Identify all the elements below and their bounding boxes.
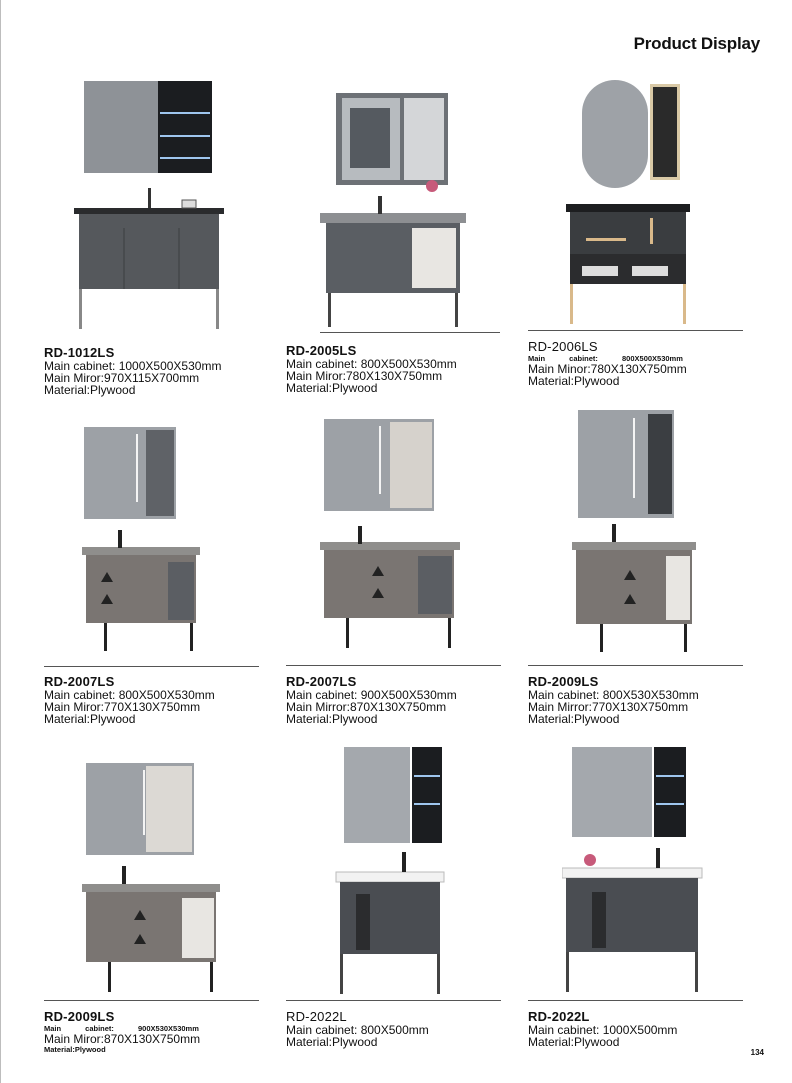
product-code: RD-2006LS bbox=[528, 339, 598, 354]
spec-material: Material:Plywood bbox=[44, 383, 136, 397]
product-code: RD-1012LS bbox=[44, 345, 115, 360]
product-card-rd-2009ls-b bbox=[44, 760, 276, 1070]
product-code: RD-2022L bbox=[286, 1009, 347, 1024]
product-code: RD-2005LS bbox=[286, 343, 357, 358]
spec-cabinet: Main cabinet: 900X530X530mm bbox=[44, 1024, 199, 1033]
spec-material: Material:Plywood bbox=[286, 381, 378, 395]
product-image bbox=[82, 422, 262, 652]
product-image bbox=[566, 78, 746, 328]
row-divider bbox=[528, 1000, 743, 1001]
spec-mirror: Main Miror:870X130X750mm bbox=[44, 1032, 201, 1046]
product-image bbox=[320, 416, 500, 651]
spec-cabinet: Main cabinet: 1000X500mm bbox=[528, 1023, 678, 1037]
page-title: Product Display bbox=[633, 34, 760, 53]
spec-cabinet: Main cabinet: 800X500X530mm bbox=[528, 354, 683, 363]
spec-material: Material:Plywood bbox=[286, 1035, 378, 1049]
product-image bbox=[74, 78, 264, 333]
spec-material: Material:Plywood bbox=[44, 712, 136, 726]
row-divider bbox=[528, 665, 743, 666]
spec-mirror: Main Mirror:770X130X750mm bbox=[528, 700, 689, 714]
product-card-rd-1012ls bbox=[44, 78, 276, 398]
product-code: RD-2007LS bbox=[286, 674, 357, 689]
row-divider bbox=[528, 330, 743, 331]
product-card-rd-2022l-b bbox=[528, 744, 760, 1070]
product-code: RD-2009LS bbox=[44, 1009, 115, 1024]
spec-mirror: Main Miror:970X115X700mm bbox=[44, 371, 200, 385]
spec-cabinet: Main cabinet: 800X530X530mm bbox=[528, 688, 699, 702]
row-divider bbox=[44, 666, 259, 667]
spec-cabinet: Main cabinet: 1000X500X530mm bbox=[44, 359, 222, 373]
spec-material: Material:Plywood bbox=[44, 1045, 106, 1054]
product-image bbox=[326, 744, 506, 999]
spec-mirror: Main Mirror:870X130X750mm bbox=[286, 700, 447, 714]
row-divider bbox=[286, 1000, 501, 1001]
spec-mirror: Main Miror:770X130X750mm bbox=[44, 700, 201, 714]
spec-cabinet: Main cabinet: 800X500X530mm bbox=[44, 688, 215, 702]
product-image bbox=[320, 88, 500, 328]
product-card-rd-2022l-a bbox=[286, 744, 518, 1070]
spec-cabinet: Main cabinet: 900X500X530mm bbox=[286, 688, 457, 702]
spec-material: Material:Plywood bbox=[528, 374, 620, 388]
spec-cabinet: Main cabinet: 800X500mm bbox=[286, 1023, 429, 1037]
product-code: RD-2022L bbox=[528, 1009, 590, 1024]
row-divider bbox=[44, 1000, 259, 1001]
product-image bbox=[562, 744, 742, 999]
product-card-rd-2007ls-a bbox=[44, 422, 276, 732]
page-edge-rule bbox=[0, 0, 1, 1083]
spec-material: Material:Plywood bbox=[528, 1035, 620, 1049]
product-card-rd-2005ls bbox=[286, 88, 518, 398]
product-card-rd-2007ls-b bbox=[286, 416, 518, 732]
row-divider bbox=[286, 665, 501, 666]
product-image bbox=[82, 760, 262, 995]
spec-mirror: Main Miror:780X130X750mm bbox=[286, 369, 443, 383]
page-number: 134 bbox=[750, 1048, 764, 1057]
spec-material: Material:Plywood bbox=[286, 712, 378, 726]
product-code: RD-2007LS bbox=[44, 674, 115, 689]
spec-cabinet: Main cabinet: 800X500X530mm bbox=[286, 357, 457, 371]
row-divider bbox=[320, 332, 500, 333]
product-image bbox=[572, 408, 752, 653]
spec-mirror: Main Minor:780X130X750mm bbox=[528, 362, 687, 376]
product-code: RD-2009LS bbox=[528, 674, 599, 689]
product-card-rd-2006ls bbox=[528, 78, 760, 398]
product-card-rd-2009ls-a bbox=[528, 408, 760, 732]
spec-material: Material:Plywood bbox=[528, 712, 620, 726]
